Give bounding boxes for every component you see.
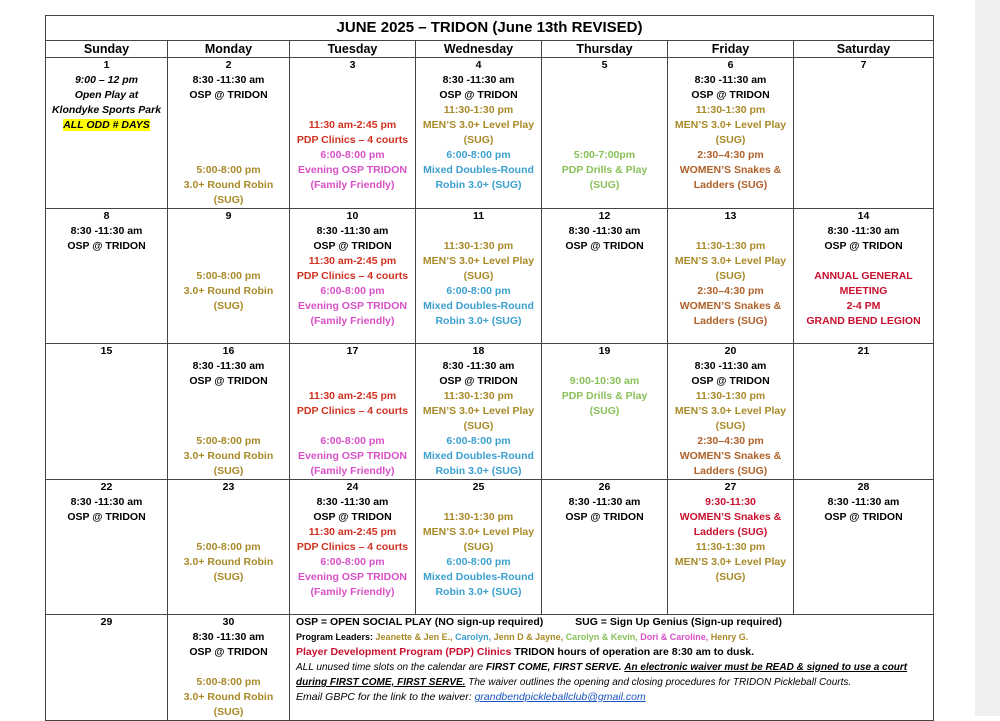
event-line: MEN’S 3.0+ Level Play — [674, 556, 787, 568]
day-number: 20 — [724, 345, 737, 357]
event-line: OSP @ TRIDON — [824, 511, 903, 523]
day-cell — [168, 344, 290, 480]
day-cell — [290, 209, 416, 344]
event-line: (SUG) — [715, 420, 746, 432]
day-cell — [290, 58, 416, 209]
event-line: 8:30 -11:30 am — [827, 225, 900, 237]
day-cell — [542, 58, 668, 209]
event-line: 8:30 -11:30 am — [442, 74, 515, 86]
day-number: 9 — [225, 210, 232, 222]
spacer — [168, 103, 289, 118]
spacer — [168, 419, 289, 434]
event-line: 2:30–4:30 pm — [697, 149, 764, 161]
day-number: 14 — [857, 210, 870, 222]
event-line: OSP @ TRIDON — [565, 511, 644, 523]
event-line: WOMEN’S Snakes & — [679, 164, 782, 176]
event-line: (SUG) — [463, 270, 494, 282]
day-number: 12 — [598, 210, 611, 222]
event-line: 5:00-8:00 pm — [196, 164, 261, 176]
waiver-note — [296, 660, 933, 690]
event-line: (SUG) — [589, 405, 620, 417]
event-line: 2-4 PM — [846, 300, 881, 312]
day-header: Sunday — [46, 41, 168, 58]
event-line: MEN’S 3.0+ Level Play — [674, 255, 787, 267]
event-line: (Family Friendly) — [310, 315, 395, 327]
highlight-text: ALL ODD # DAYS — [63, 119, 150, 131]
spacer — [290, 88, 415, 103]
event-line: OSP @ TRIDON — [439, 89, 518, 101]
day-cell — [416, 344, 542, 480]
event-line: 5:00-8:00 pm — [196, 270, 261, 282]
day-number: 22 — [100, 481, 113, 493]
day-number: 21 — [857, 345, 870, 357]
day-number: 25 — [472, 481, 485, 493]
event-line: 5:00-8:00 pm — [196, 541, 261, 553]
event-line: OSP @ TRIDON — [67, 511, 146, 523]
event-line: 11:30-1:30 pm — [695, 240, 766, 252]
event-line: 6:00-8:00 pm — [320, 556, 385, 568]
event-line: OSP @ TRIDON — [67, 240, 146, 252]
program-leader: Carolyn, — [455, 632, 492, 642]
day-cell — [794, 344, 934, 480]
day-cell — [168, 209, 290, 344]
event-line: 11:30-1:30 pm — [443, 104, 514, 116]
event-line: Mixed Doubles-Round — [423, 571, 534, 583]
spacer — [542, 103, 667, 118]
event-line: OSP @ TRIDON — [691, 89, 770, 101]
event-line: PDP Drills & Play — [561, 390, 648, 402]
event-line: 6:00-8:00 pm — [320, 149, 385, 161]
event-line: (SUG) — [589, 179, 620, 191]
event-line: 11:30 am-2:45 pm — [308, 119, 397, 131]
event-line: 8:30 -11:30 am — [192, 74, 265, 86]
spacer — [168, 254, 289, 269]
event-line: 6:00-8:00 pm — [446, 149, 511, 161]
event-line: OSP @ TRIDON — [189, 89, 268, 101]
event-line: (SUG) — [213, 571, 244, 583]
event-line: MEN’S 3.0+ Level Play — [422, 405, 535, 417]
day-number: 13 — [724, 210, 737, 222]
event-line: 8:30 -11:30 am — [192, 631, 265, 643]
event-line: MEETING — [839, 285, 888, 297]
event-line: PDP Clinics – 4 courts — [296, 134, 409, 146]
spacer — [290, 359, 415, 374]
day-header: Saturday — [794, 41, 934, 58]
program-leaders — [296, 630, 933, 645]
week-row — [46, 344, 934, 480]
unused-note: ALL unused time slots on the calendar are — [296, 662, 486, 673]
event-line: (SUG) — [213, 300, 244, 312]
event-line: 3.0+ Round Robin — [183, 450, 274, 462]
day-cell — [794, 58, 934, 209]
legend-line-3 — [296, 645, 933, 660]
spacer — [542, 88, 667, 103]
event-line: (SUG) — [213, 465, 244, 477]
event-line: 11:30 am-2:45 pm — [308, 255, 397, 267]
event-line: MEN’S 3.0+ Level Play — [422, 526, 535, 538]
day-cell — [46, 344, 168, 480]
day-cell — [668, 480, 794, 615]
event-line: Robin 3.0+ (SUG) — [435, 465, 522, 477]
event-line: OSP @ TRIDON — [824, 240, 903, 252]
event-line: 9:30-11:30 — [705, 496, 756, 508]
day-cell — [668, 209, 794, 344]
event-line: 8:30 -11:30 am — [568, 225, 641, 237]
day-cell — [416, 209, 542, 344]
event-line: WOMEN’S Snakes & — [679, 450, 782, 462]
event-line: (SUG) — [715, 270, 746, 282]
day-cell — [794, 480, 934, 615]
event-line: GRAND BEND LEGION — [806, 315, 921, 327]
event-line: Ladders (SUG) — [693, 315, 768, 327]
event-line: MEN’S 3.0+ Level Play — [674, 119, 787, 131]
event-line: 8:30 -11:30 am — [192, 360, 265, 372]
event-line: (SUG) — [463, 541, 494, 553]
event-line: (SUG) — [463, 134, 494, 146]
event-line: PDP Clinics – 4 courts — [296, 270, 409, 282]
day-header: Wednesday — [416, 41, 542, 58]
spacer — [168, 239, 289, 254]
event-line: WOMEN’S Snakes & — [679, 300, 782, 312]
day-cell — [542, 209, 668, 344]
event-line: PDP Clinics – 4 courts — [296, 405, 409, 417]
event-line: MEN’S 3.0+ Level Play — [422, 119, 535, 131]
spacer — [168, 133, 289, 148]
spacer — [168, 404, 289, 419]
event-line: (Family Friendly) — [310, 465, 395, 477]
day-number: 30 — [222, 616, 235, 628]
event-line: MEN’S 3.0+ Level Play — [674, 405, 787, 417]
hours-note: TRIDON hours of operation are 8:30 am to dusk. — [514, 646, 755, 658]
event-line: 8:30 -11:30 am — [70, 496, 143, 508]
day-number: 28 — [857, 481, 870, 493]
event-line: (SUG) — [715, 134, 746, 146]
day-number: 11 — [472, 210, 485, 222]
spacer — [290, 103, 415, 118]
calendar-table — [45, 15, 934, 721]
day-number: 27 — [724, 481, 737, 493]
event-line: 2:30–4:30 pm — [697, 435, 764, 447]
event-line: 6:00-8:00 pm — [446, 285, 511, 297]
spacer — [168, 224, 289, 239]
event-line: PDP Clinics – 4 courts — [296, 541, 409, 553]
day-header: Tuesday — [290, 41, 416, 58]
event-line: 6:00-8:00 pm — [320, 435, 385, 447]
spacer — [542, 73, 667, 88]
week-row — [46, 480, 934, 615]
event-line: Klondyke Sports Park — [51, 104, 162, 116]
day-number: 15 — [100, 345, 113, 357]
day-number: 8 — [103, 210, 110, 222]
event-line: 3.0+ Round Robin — [183, 556, 274, 568]
day-cell — [542, 344, 668, 480]
event-line: 8:30 -11:30 am — [316, 225, 389, 237]
waiver-required: An electronic waiver must be READ & signed to use a court during FIRST COME, FIRST SERVE. — [296, 662, 908, 688]
event-line: 6:00-8:00 pm — [446, 435, 511, 447]
event-line: 8:30 -11:30 am — [694, 74, 767, 86]
event-line: 2:30–4:30 pm — [697, 285, 764, 297]
event-line: OSP @ TRIDON — [439, 375, 518, 387]
event-line: OSP @ TRIDON — [313, 511, 392, 523]
day-cell — [168, 480, 290, 615]
event-line: 8:30 -11:30 am — [442, 360, 515, 372]
day-cell — [542, 480, 668, 615]
spacer — [542, 133, 667, 148]
first-come-note: FIRST COME, FIRST SERVE. — [485, 662, 622, 673]
day-cell — [46, 480, 168, 615]
day-number: 5 — [601, 59, 608, 71]
day-number: 17 — [346, 345, 359, 357]
program-leader: Carolyn & Kevin, — [565, 632, 638, 642]
event-line: (Family Friendly) — [310, 179, 395, 191]
spacer — [290, 419, 415, 434]
program-leader: Henry G. — [710, 632, 749, 642]
day-cell — [668, 58, 794, 209]
calendar-title: JUNE 2025 – TRIDON (June 13th REVISED) — [46, 16, 934, 41]
day-header: Monday — [168, 41, 290, 58]
event-line: OSP @ TRIDON — [313, 240, 392, 252]
event-line: 11:30 am-2:45 pm — [308, 390, 397, 402]
event-line: MEN’S 3.0+ Level Play — [422, 255, 535, 267]
spacer — [168, 148, 289, 163]
day-number: 19 — [598, 345, 611, 357]
event-line: 3.0+ Round Robin — [183, 179, 274, 191]
day-number: 29 — [100, 616, 113, 628]
spacer — [290, 374, 415, 389]
spacer — [168, 118, 289, 133]
event-line: 8:30 -11:30 am — [70, 225, 143, 237]
day-cell — [290, 480, 416, 615]
event-line: Ladders (SUG) — [693, 465, 768, 477]
event-line: OSP @ TRIDON — [565, 240, 644, 252]
event-line: Mixed Doubles-Round — [423, 164, 534, 176]
day-cell — [46, 58, 168, 209]
week-row-last — [46, 615, 934, 721]
event-line: Evening OSP TRIDON — [298, 450, 407, 462]
spacer — [416, 495, 541, 510]
right-scroll-margin — [975, 0, 1000, 716]
event-line: 8:30 -11:30 am — [568, 496, 641, 508]
spacer — [168, 389, 289, 404]
spacer — [416, 224, 541, 239]
day-number: 16 — [222, 345, 235, 357]
event-line: (Family Friendly) — [310, 586, 395, 598]
event-line: 6:00-8:00 pm — [320, 285, 385, 297]
event-line: 8:30 -11:30 am — [694, 360, 767, 372]
osp-definition: OSP = OPEN SOCIAL PLAY (NO sign-up required) — [296, 616, 544, 628]
event-line: PDP Drills & Play — [561, 164, 648, 176]
event-line — [46, 118, 167, 133]
spacer — [168, 525, 289, 540]
day-number: 18 — [472, 345, 485, 357]
day-number: 1 — [103, 59, 110, 71]
day-cell — [46, 615, 168, 721]
event-line: 6:00-8:00 pm — [446, 556, 511, 568]
event-line: 11:30-1:30 pm — [695, 104, 766, 116]
event-line: ANNUAL GENERAL — [814, 270, 913, 282]
pdp-definition: Player Development Program (PDP) Clinics — [296, 646, 512, 658]
week-row — [46, 209, 934, 344]
spacer — [794, 254, 933, 269]
event-line: Evening OSP TRIDON — [298, 164, 407, 176]
day-number: 2 — [225, 59, 232, 71]
event-line: (SUG) — [463, 420, 494, 432]
event-line: 5:00-8:00 pm — [196, 676, 261, 688]
spacer — [542, 118, 667, 133]
day-number: 7 — [860, 59, 867, 71]
day-cell — [668, 344, 794, 480]
event-line: 11:30-1:30 pm — [443, 240, 514, 252]
day-header: Friday — [668, 41, 794, 58]
event-line: OSP @ TRIDON — [691, 375, 770, 387]
day-header: Thursday — [542, 41, 668, 58]
event-line: 11:30-1:30 pm — [443, 390, 514, 402]
day-cell — [46, 209, 168, 344]
email-link[interactable]: grandbendpickleballclub@gmail.com — [474, 691, 646, 703]
event-line: 11:30-1:30 pm — [695, 541, 766, 553]
event-line: 11:30 am-2:45 pm — [308, 526, 397, 538]
program-leader: Jeanette & Jen E., — [375, 632, 453, 642]
event-line: Mixed Doubles-Round — [423, 300, 534, 312]
week-row — [46, 58, 934, 209]
event-line: Robin 3.0+ (SUG) — [435, 315, 522, 327]
event-line: 5:00-8:00 pm — [196, 435, 261, 447]
event-line: 11:30-1:30 pm — [443, 511, 514, 523]
day-number: 23 — [222, 481, 235, 493]
event-line: Evening OSP TRIDON — [298, 300, 407, 312]
event-line: Robin 3.0+ (SUG) — [435, 586, 522, 598]
legend-notes — [290, 615, 934, 721]
email-text: Email GBPC for the link to the waiver: — [296, 691, 475, 703]
day-number: 6 — [727, 59, 734, 71]
day-cell — [416, 58, 542, 209]
event-line: (SUG) — [715, 571, 746, 583]
day-cell — [290, 344, 416, 480]
spacer — [168, 510, 289, 525]
email-line — [296, 690, 933, 705]
event-line: WOMEN’S Snakes & — [679, 511, 782, 523]
waiver-outline: The waiver outlines the opening and closing procedures for TRIDON Pickleball Courts. — [465, 677, 852, 688]
event-line: OSP @ TRIDON — [189, 375, 268, 387]
spacer — [542, 359, 667, 374]
day-cell — [416, 480, 542, 615]
day-cell — [794, 209, 934, 344]
event-line: 9:00 – 12 pm — [74, 74, 139, 86]
event-line: Evening OSP TRIDON — [298, 571, 407, 583]
day-cell — [168, 58, 290, 209]
event-line: 5:00-7:00pm — [573, 149, 636, 161]
event-line: Robin 3.0+ (SUG) — [435, 179, 522, 191]
event-line: Open Play at — [74, 89, 139, 101]
event-line: (SUG) — [213, 194, 244, 206]
event-line: Ladders (SUG) — [693, 526, 768, 538]
event-line: (SUG) — [213, 706, 244, 718]
day-number: 3 — [349, 59, 356, 71]
event-line: OSP @ TRIDON — [189, 646, 268, 658]
day-number: 24 — [346, 481, 359, 493]
event-line: 3.0+ Round Robin — [183, 691, 274, 703]
day-cell — [168, 615, 290, 721]
event-line: Ladders (SUG) — [693, 179, 768, 191]
event-line: 11:30-1:30 pm — [695, 390, 766, 402]
program-leader: Jenn D & Jayne, — [493, 632, 564, 642]
program-leader: Dori & Caroline, — [640, 632, 709, 642]
spacer — [168, 660, 289, 675]
day-number: 10 — [346, 210, 359, 222]
day-number: 4 — [475, 59, 482, 71]
day-header-row — [46, 41, 934, 58]
event-line: 9:00-10:30 am — [569, 375, 640, 387]
event-line: 3.0+ Round Robin — [183, 285, 274, 297]
leaders-label: Program Leaders: — [296, 632, 374, 642]
spacer — [668, 224, 793, 239]
spacer — [168, 495, 289, 510]
event-line: 8:30 -11:30 am — [827, 496, 900, 508]
spacer — [290, 73, 415, 88]
sug-definition: SUG = Sign Up Genius (Sign-up required) — [575, 616, 782, 628]
event-line: 8:30 -11:30 am — [316, 496, 389, 508]
legend-line-1 — [296, 615, 933, 630]
day-number: 26 — [598, 481, 611, 493]
event-line: Mixed Doubles-Round — [423, 450, 534, 462]
